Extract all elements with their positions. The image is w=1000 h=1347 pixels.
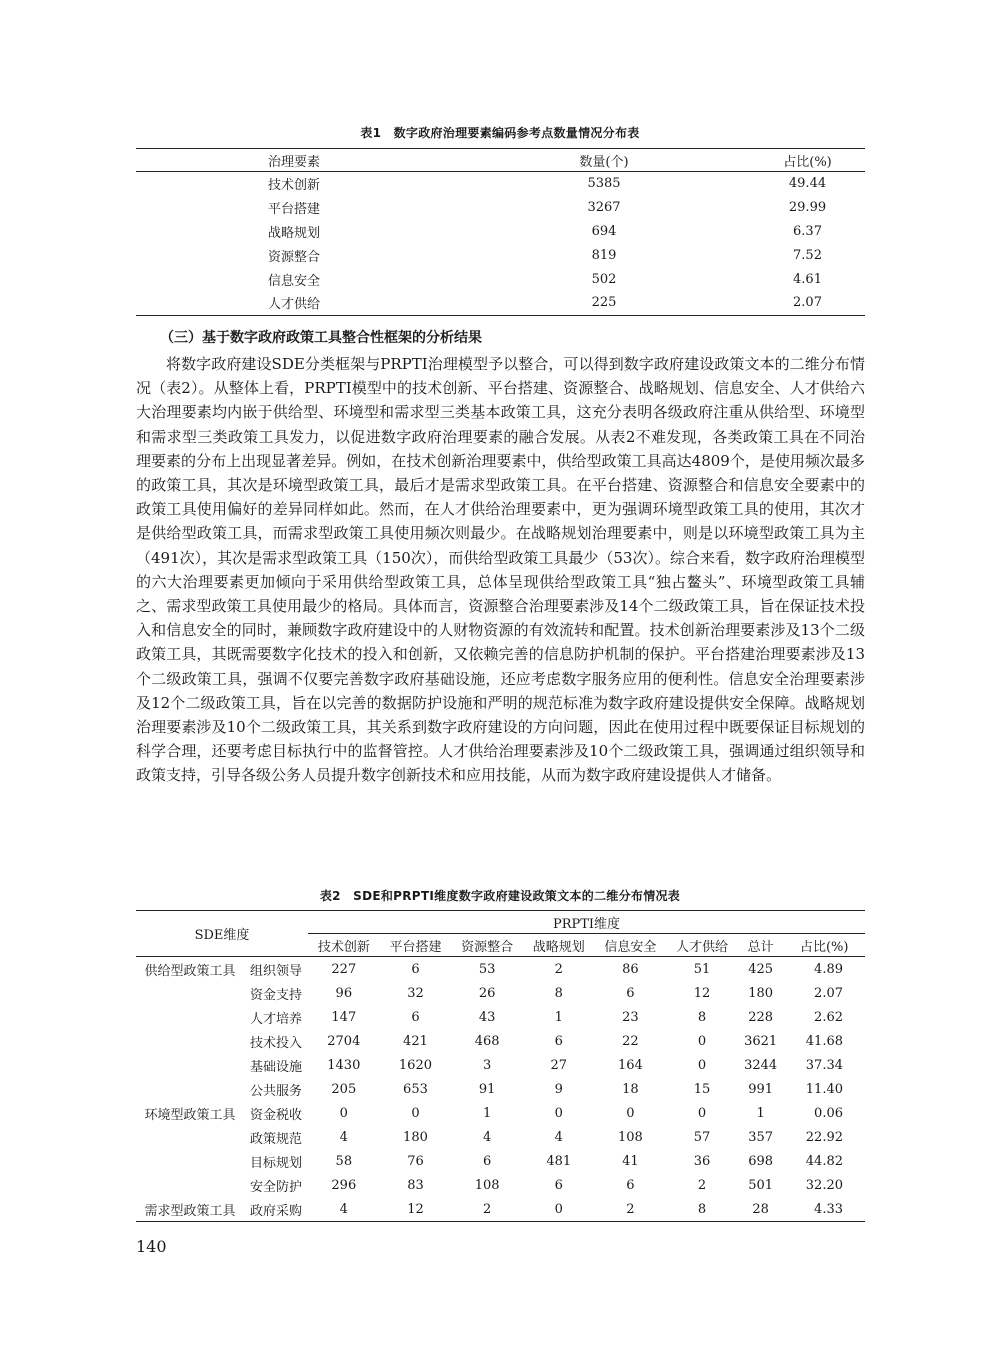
- table2-cell-category: 需求型政策工具: [144, 1203, 236, 1219]
- table2-cell-value: 108: [474, 1177, 500, 1193]
- table2-cell-value: 15: [693, 1081, 711, 1097]
- table2-row: [136, 1149, 865, 1173]
- table2-cell-value: 421: [403, 1033, 428, 1049]
- table1-cell-share: 2.07: [793, 295, 822, 311]
- table2-cell-value: 27: [550, 1057, 568, 1073]
- table2-cell-value: 18: [622, 1081, 639, 1097]
- table2-cell-value: 3621: [744, 1033, 778, 1049]
- table2-cell-value: 180: [403, 1129, 428, 1145]
- table2-cell-subtool: 资金税收: [249, 1107, 302, 1123]
- table2-cell-value: 501: [748, 1177, 774, 1193]
- table2-cell-value: 6: [554, 1177, 563, 1193]
- table2-cell-value: 6: [482, 1153, 492, 1169]
- table2-cell-value: 51: [693, 961, 711, 977]
- table2-cell-value: 6: [626, 985, 635, 1001]
- table2-cell-value: 76: [407, 1153, 424, 1169]
- table2-cell-category: [136, 1053, 244, 1077]
- table1-cell-share: 4.61: [793, 271, 822, 287]
- table2-cell-subtool: 资金支持: [249, 987, 302, 1003]
- table2-cell-share: 0.06: [814, 1105, 843, 1121]
- table2-cell-value: 12: [407, 1201, 424, 1217]
- table2-cell-value: 0: [697, 1057, 707, 1073]
- table2-cell-value: 8: [697, 1009, 707, 1025]
- table2-row: [136, 1053, 865, 1077]
- table1-row: [136, 243, 865, 267]
- table2-cell-value: 6: [626, 1177, 635, 1193]
- table2-cell-subtool: 目标规划: [249, 1155, 302, 1171]
- table1-cell-share: 49.44: [788, 176, 827, 192]
- table2-prpti-header: PRPTI维度: [308, 911, 865, 934]
- table2-cell-value: 32: [407, 985, 424, 1001]
- table2-cell-value: 205: [331, 1081, 357, 1097]
- table2-cell-value: 4: [554, 1129, 563, 1145]
- table2-cell-value: 468: [474, 1033, 500, 1049]
- table2-cell-category: [136, 1077, 244, 1101]
- table2-row: [136, 1005, 865, 1029]
- table1-cell-share: 29.99: [788, 200, 827, 216]
- table2-cell-share: 4.33: [814, 1201, 843, 1217]
- table2-cell-category: 供给型政策工具: [144, 963, 236, 979]
- table2-cell-value: 2: [482, 1201, 492, 1217]
- table1-header-share: 占比(%): [692, 149, 865, 172]
- page-number: 140: [136, 1237, 167, 1256]
- table2-column-header: 战略规划: [523, 934, 595, 957]
- table1-cell-share: 7.52: [793, 247, 822, 263]
- table2-cell-value: 86: [622, 961, 639, 977]
- table2-column-header: 总计: [738, 934, 784, 957]
- table2-cell-share: 11.40: [805, 1081, 843, 1097]
- table2-cell-share: 44.82: [805, 1153, 843, 1169]
- table1-cell-count: 3267: [587, 200, 621, 216]
- table2-cell-value: 228: [748, 1009, 774, 1025]
- table2-cell-value: 22: [622, 1033, 639, 1049]
- table2-cell-value: 296: [331, 1177, 357, 1193]
- table1: [136, 148, 865, 316]
- table2-cell-subtool: 安全防护: [249, 1179, 302, 1195]
- table2-cell-value: 1: [482, 1105, 492, 1121]
- table2-cell-value: 147: [331, 1009, 357, 1025]
- table2-cell-value: 36: [693, 1153, 711, 1169]
- table2-header-row-1: [136, 911, 865, 934]
- table2-cell-value: 26: [478, 985, 496, 1001]
- table1-cell-count: 502: [591, 271, 617, 287]
- table1-row: [136, 172, 865, 196]
- table2-cell-value: 425: [748, 961, 774, 977]
- table2-cell-value: 1: [554, 1009, 563, 1025]
- table2-cell-value: 227: [331, 961, 357, 977]
- table2-cell-value: 357: [748, 1129, 774, 1145]
- table2-cell-value: 6: [554, 1033, 563, 1049]
- table2-row: [136, 1197, 865, 1222]
- table1-row: [136, 291, 865, 315]
- table2-column-header: 技术创新: [308, 934, 380, 957]
- table2-cell-value: 2: [626, 1201, 635, 1217]
- table2-cell-value: 4: [482, 1129, 492, 1145]
- table2-cell-value: 4: [339, 1129, 348, 1145]
- table2-cell-value: 0: [554, 1105, 563, 1121]
- table2-column-header: 人才供给: [666, 934, 738, 957]
- table1-cell-count: 225: [591, 295, 617, 311]
- table1-cell-share: 6.37: [793, 223, 822, 239]
- table1-row: [136, 220, 865, 244]
- table2-row: [136, 1101, 865, 1125]
- table2-cell-value: 653: [403, 1081, 428, 1097]
- table2-cell-value: 108: [617, 1129, 643, 1145]
- table2-cell-category: [136, 1173, 244, 1197]
- table2-cell-value: 1430: [327, 1057, 361, 1073]
- table2-sde-header: SDE维度: [136, 911, 308, 957]
- table2-cell-category: [136, 1005, 244, 1029]
- table2-cell-value: 3244: [744, 1057, 778, 1073]
- table2-cell-value: 0: [411, 1105, 420, 1121]
- table2-cell-subtool: 公共服务: [249, 1083, 302, 1099]
- table2-cell-share: 2.62: [814, 1009, 843, 1025]
- table2-row: [136, 981, 865, 1005]
- table1-header-row: [136, 149, 865, 172]
- table2-cell-value: 0: [339, 1105, 348, 1121]
- table1-cell-count: 694: [591, 223, 617, 239]
- table2-cell-value: 8: [697, 1201, 707, 1217]
- table2-cell-value: 23: [622, 1009, 639, 1025]
- body-paragraph: 将数字政府建设SDE分类框架与PRPTI治理模型予以整合，可以得到数字政府建设政策文本的二维分布情况（表2）。从整体上看，PRPTI模型中的技术创新、平台搭建、资源整合、战略规划、信息安全、人才供给六大治理要素均内嵌于供给型、环境型和需求型三类基本政策工具，这充分表明各级政府注重从供给型、环境型和需求型三类政策工具发力，以促进数字政府治理要素的融合发展。从表2不难发现，各类政策工具在不同治理要素的分布上出现显著差异。例如，在技术创新治理要素中，供给型政策工具高达4809个，是使用频次最多的政策工具，其次是环境型政策工具，最后才是需求型政策工具。在平台搭建、资源整合和信息安全要素中的政策工具使用偏好的差异同样如此。然而，在人才供给治理要素中，更为强调环境型政策工具的使用，其次才是供给型政策工具，而需求型政策工具使用频次则最少。在战略规划治理要素中，则是以环境型政策工具为主（491次），其次是需求型政策工具（150次），而供给型政策工具最少（53次）。综合来看，数字政府治理模型的六大治理要素更加倾向于采用供给型政策工具，总体呈现供给型政策工具“独占鳌头”、环境型政策工具辅之、需求型政策工具使用最少的格局。具体而言，资源整合治理要素涉及14个二级政策工具，旨在保证技术投入和信息安全的同时，兼顾数字政府建设中的人财物资源的有效流转和配置。技术创新治理要素涉及13个二级政策工具，其既需要数字化技术的投入和创新，又依赖完善的信息防护机制的保护。平台搭建治理要素涉及13个二级政策工具，强调不仅要完善数字政府基础设施，还应考虑数字服务应用的便利性。信息安全治理要素涉及12个二级政策工具，旨在以完善的数据防护设施和严明的规范标准为数字政府建设提供安全保障。战略规划治理要素涉及10个二级政策工具，其关系到数字政府建设的方向问题，因此在使用过程中既要保证目标规划的科学合理，还要考虑目标执行中的监督管控。人才供给治理要素涉及10个二级政策工具，强调通过组织领导和政策支持，引导各级公务人员提升数字创新技术和应用技能，从而为数字政府建设提供人才储备。: [136, 355, 865, 785]
- table2-row: [136, 957, 865, 982]
- table2-cell-value: 0: [697, 1105, 707, 1121]
- table2-cell-value: 12: [693, 985, 711, 1001]
- table2-cell-value: 6: [411, 961, 420, 977]
- table1-row: [136, 196, 865, 220]
- table2-cell-value: 6: [411, 1009, 420, 1025]
- table2-cell-value: 83: [407, 1177, 424, 1193]
- table2-cell-value: 991: [748, 1081, 774, 1097]
- table2-cell-category: [136, 1149, 244, 1173]
- table2-cell-value: 2: [554, 961, 563, 977]
- table1-cell-count: 819: [591, 247, 617, 263]
- table2-column-header: 信息安全: [595, 934, 667, 957]
- table2-cell-share: 32.20: [805, 1177, 843, 1193]
- table2-row: [136, 1077, 865, 1101]
- table2-cell-category: [136, 981, 244, 1005]
- table2-cell-category: [136, 1029, 244, 1053]
- table1-caption: 表1 数字政府治理要素编码参考点数量情况分布表: [360, 126, 640, 140]
- table2: [136, 910, 865, 1222]
- table1-header-element: 治理要素: [136, 149, 516, 172]
- table1-cell-count: 5385: [587, 176, 621, 192]
- table1-cell-element: 人才供给: [268, 297, 321, 313]
- table2-cell-category: 环境型政策工具: [144, 1107, 236, 1123]
- table2-cell-share: 41.68: [805, 1033, 843, 1049]
- table2-cell-category: [136, 1125, 244, 1149]
- table2-cell-subtool: 技术投入: [249, 1035, 302, 1051]
- table2-cell-value: 2: [697, 1177, 707, 1193]
- table2-cell-subtool: 政策规范: [249, 1131, 302, 1147]
- table2-caption: 表2 SDE和PRPTI维度数字政府建设政策文本的二维分布情况表: [319, 889, 681, 903]
- table2-cell-value: 481: [546, 1153, 572, 1169]
- table2-row: [136, 1125, 865, 1149]
- table2-cell-value: 4: [339, 1201, 348, 1217]
- table1-row: [136, 267, 865, 291]
- table2-cell-value: 1: [756, 1105, 765, 1121]
- table2-cell-value: 180: [748, 985, 774, 1001]
- table1-cell-element: 信息安全: [268, 273, 321, 289]
- table1-cell-element: 资源整合: [268, 249, 321, 265]
- table2-cell-value: 9: [554, 1081, 563, 1097]
- table2-column-header: 资源整合: [451, 934, 523, 957]
- table2-cell-share: 37.34: [805, 1057, 843, 1073]
- table2-cell-subtool: 人才培养: [249, 1011, 302, 1027]
- table2-cell-share: 22.92: [805, 1129, 843, 1145]
- table1-cell-element: 技术创新: [268, 178, 321, 194]
- table1-header-count: 数量(个): [516, 149, 692, 172]
- table2-row: [136, 1173, 865, 1197]
- table2-cell-value: 1620: [398, 1057, 432, 1073]
- table1-cell-element: 平台搭建: [268, 202, 321, 218]
- table2-column-header: 平台搭建: [380, 934, 452, 957]
- table2-row: [136, 1029, 865, 1053]
- table2-cell-share: 2.07: [814, 985, 843, 1001]
- table2-cell-subtool: 组织领导: [249, 963, 302, 979]
- table2-cell-value: 28: [752, 1201, 769, 1217]
- table2-cell-value: 41: [622, 1153, 639, 1169]
- section-heading: （三）基于数字政府政策工具整合性框架的分析结果: [160, 330, 482, 346]
- table2-cell-value: 96: [335, 985, 353, 1001]
- table2-cell-value: 698: [748, 1153, 774, 1169]
- table2-cell-value: 58: [335, 1153, 353, 1169]
- table2-cell-value: 57: [693, 1129, 711, 1145]
- table2-cell-value: 164: [617, 1057, 643, 1073]
- table2-cell-value: 43: [478, 1009, 496, 1025]
- table2-cell-subtool: 基础设施: [249, 1059, 302, 1075]
- table2-cell-value: 2704: [327, 1033, 361, 1049]
- table2-cell-value: 8: [554, 985, 563, 1001]
- table2-cell-value: 0: [697, 1033, 707, 1049]
- table2-cell-value: 0: [554, 1201, 563, 1217]
- table2-cell-value: 53: [478, 961, 496, 977]
- table2-cell-value: 91: [478, 1081, 496, 1097]
- table2-cell-subtool: 政府采购: [249, 1203, 302, 1219]
- table2-cell-share: 4.89: [814, 961, 843, 977]
- table2-cell-value: 0: [626, 1105, 635, 1121]
- table2-column-header: 占比(%): [783, 934, 865, 957]
- table1-cell-element: 战略规划: [268, 225, 321, 241]
- table2-cell-value: 3: [482, 1057, 492, 1073]
